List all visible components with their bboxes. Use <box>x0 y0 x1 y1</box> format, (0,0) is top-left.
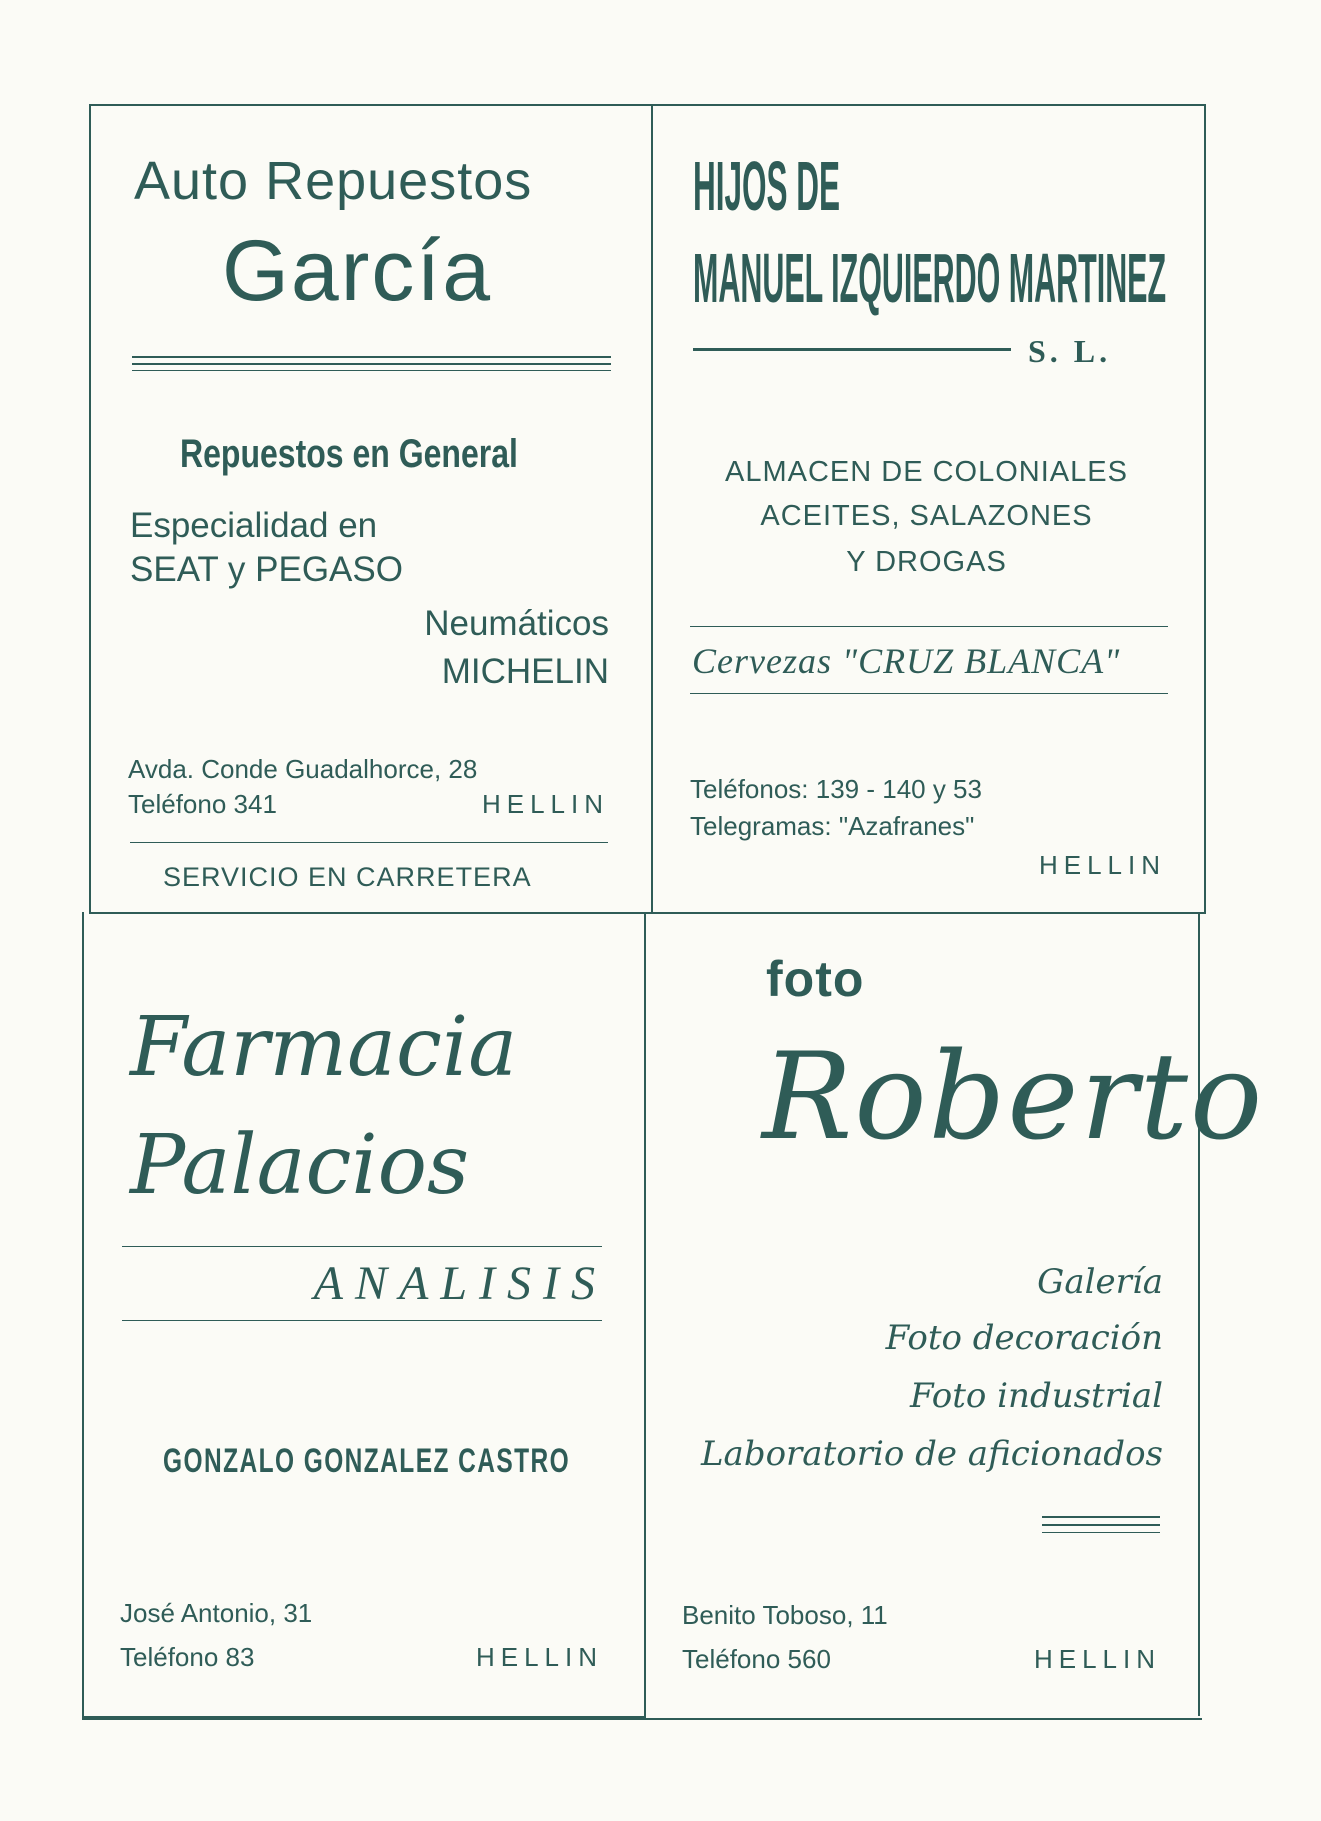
phone: Teléfono 83 <box>120 1642 255 1672</box>
service-foto-industrial: Foto industrial <box>910 1376 1163 1416</box>
town: HELLIN <box>481 789 609 819</box>
town: HELLIN <box>1033 1644 1161 1674</box>
double-rule <box>132 356 611 358</box>
ad-title-line2: García <box>222 223 493 319</box>
ad-title-script: Roberto <box>762 1028 1265 1167</box>
page-bottom-rule <box>82 1718 1202 1720</box>
ad-title-line1: Farmacia <box>130 1000 518 1095</box>
company-suffix: S. L. <box>1028 333 1112 369</box>
phone: Teléfono 560 <box>682 1644 831 1674</box>
rule <box>690 693 1168 694</box>
rule <box>690 626 1168 627</box>
address: Benito Toboso, 11 <box>682 1600 888 1630</box>
town: HELLIN <box>1038 850 1166 880</box>
specialty-line2: SEAT y PEGASO <box>130 550 403 589</box>
ad-subtitle: Repuestos en General <box>180 432 518 476</box>
specialty-line1: Especialidad en <box>130 506 378 545</box>
address: Avda. Conde Guadalhorce, 28 <box>128 754 478 784</box>
service-foto-decoracion: Foto decoración <box>885 1318 1163 1358</box>
service-laboratorio: Laboratorio de aficionados <box>700 1434 1163 1474</box>
tyres-line2: MICHELIN <box>441 652 609 691</box>
town: HELLIN <box>475 1642 603 1672</box>
ad-title-line2: Palacios <box>130 1118 470 1213</box>
ad-title-line1: Auto Repuestos <box>134 151 533 211</box>
ad-title-small: foto <box>766 951 865 1007</box>
service-analisis: ANALISIS <box>313 1257 607 1310</box>
beer-brand: Cervezas "CRUZ BLANCA" <box>692 641 1121 681</box>
footer-text: SERVICIO EN CARRETERA <box>163 862 532 892</box>
double-rule <box>132 370 611 371</box>
goods-line2: ACEITES, SALAZONES <box>760 500 1093 532</box>
rule <box>122 1320 602 1321</box>
tyres-line1: Neumáticos <box>424 604 609 643</box>
goods-line3: Y DROGAS <box>846 546 1007 578</box>
phones: Teléfonos: 139 - 140 y 53 <box>690 774 982 804</box>
telegrams: Telegramas: "Azafranes" <box>690 811 975 841</box>
owner-name: GONZALO GONZALEZ CASTRO <box>163 1442 571 1480</box>
service-galeria: Galería <box>1037 1262 1163 1302</box>
phone: Teléfono 341 <box>128 789 277 819</box>
ad-title-line2: MANUEL IZQUIERDO MARTINEZ <box>693 239 1167 317</box>
ad-title-line1: HIJOS DE <box>693 147 841 225</box>
address: José Antonio, 31 <box>120 1598 313 1628</box>
rule <box>693 348 1011 351</box>
double-rule <box>132 363 611 365</box>
triple-rule <box>1042 1532 1160 1533</box>
goods-line1: ALMACEN DE COLONIALES <box>725 456 1128 488</box>
rule <box>130 842 608 843</box>
triple-rule <box>1042 1524 1160 1526</box>
rule <box>122 1246 602 1247</box>
triple-rule <box>1042 1516 1160 1518</box>
